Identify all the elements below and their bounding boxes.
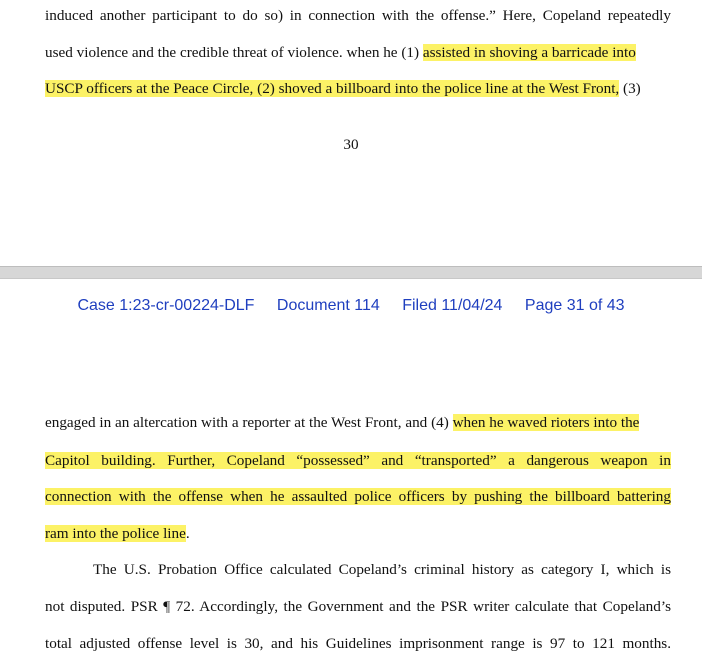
text-line: induced another participant to do so) in connection with the offense.” Here, Copeland repeatedly: [45, 7, 671, 24]
text-segment: (3): [619, 80, 641, 97]
text-line: [45, 487, 671, 507]
text-line: [45, 451, 671, 471]
text-line: total adjusted offense level is 30, and his Guidelines imprisonment range is 97 to 121 months.: [45, 635, 671, 652]
case-header: [0, 295, 702, 317]
text-line: not disputed. PSR ¶ 72. Accordingly, the Government and the PSR writer calculate that Copeland’s: [45, 598, 671, 615]
highlighted-text: assisted in shoving a barricade into: [422, 44, 636, 61]
text-line: The U.S. Probation Office calculated Copeland’s criminal history as category I, which is: [93, 561, 671, 578]
highlighted-text: Capitol building. Further, Copeland “possessed” and “transported” a dangerous weapon in: [45, 452, 671, 469]
text-segment: .: [185, 525, 190, 542]
document-number: Document 114: [276, 297, 380, 314]
text-line: [45, 43, 671, 63]
page-number: 30: [343, 136, 359, 153]
case-number: Case 1:23-cr-00224-DLF: [77, 297, 255, 314]
highlighted-text: ram into the police line: [45, 525, 186, 542]
text-line: [45, 524, 671, 544]
highlighted-text: USCP officers at the Peace Circle, (2) shoved a billboard into the police line at the West Front,: [45, 80, 620, 97]
text-line: [45, 413, 671, 433]
text-segment: engaged in an altercation with a reporter at the West Front, and (4): [45, 414, 449, 431]
highlighted-text: connection with the offense when he assaulted police officers by pushing the billboard battering: [45, 488, 671, 505]
page-separator: [0, 266, 702, 279]
filed-date: Filed 11/04/24: [402, 297, 503, 314]
text-segment: used violence and the credible threat of violence. when he (1): [45, 44, 420, 61]
text-line: [45, 79, 671, 99]
highlighted-text: when he waved rioters into the: [452, 414, 640, 431]
page-indicator: Page 31 of 43: [524, 297, 625, 314]
